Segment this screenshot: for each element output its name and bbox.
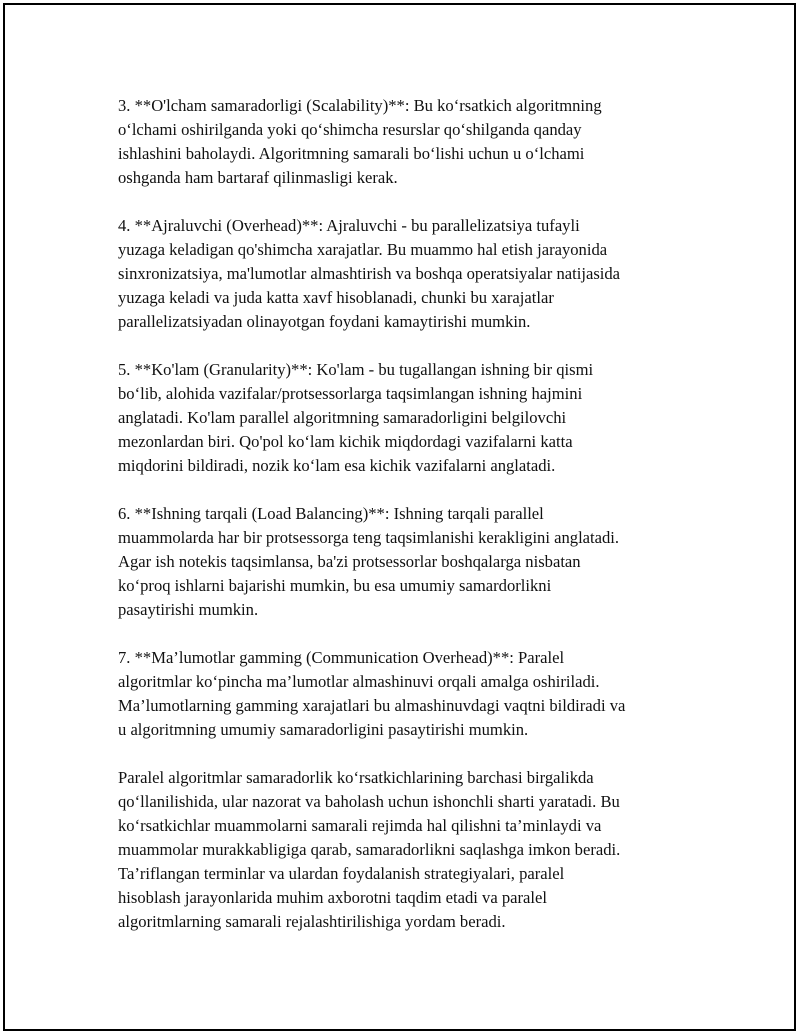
text-line: o‘lchami oshirilganda yoki qo‘shimcha resurslar qo‘shilganda qanday — [118, 120, 582, 139]
text-line: bo‘lib, alohida vazifalar/protsessorlarga taqsimlangan ishning hajmini — [118, 384, 583, 403]
text-line: 3. **O'lcham samaradorligi (Scalability)**: Bu ko‘rsatkich algoritmning — [118, 96, 602, 115]
paragraph-scalability — [118, 94, 698, 190]
text-line: ko‘rsatkichlar muammolarni samarali rejimda hal qilishni ta’minlaydi va — [118, 816, 602, 835]
paragraph-communication-overhead — [118, 646, 698, 742]
text-line: yuzaga keladigan qo'shimcha xarajatlar. Bu muammo hal etish jarayonida — [118, 240, 608, 259]
text-line: u algoritmning umumiy samaradorligini pasaytirishi mumkin. — [118, 720, 529, 739]
text-line: pasaytirishi mumkin. — [118, 600, 259, 619]
paragraph-load-balancing — [118, 502, 698, 622]
text-line: Ta’riflangan terminlar va ulardan foydalanish strategiyalari, paralel — [118, 864, 565, 883]
text-line: 6. **Ishning tarqali (Load Balancing)**: Ishning tarqali parallel — [118, 504, 544, 523]
paragraph-granularity — [118, 358, 698, 478]
text-line: hisoblash jarayonlarida muhim axborotni taqdim etadi va paralel — [118, 888, 548, 907]
text-line: 5. **Ko'lam (Granularity)**: Ko'lam - bu tugallangan ishning bir qismi — [118, 360, 594, 379]
text-line: Paralel algoritmlar samaradorlik ko‘rsatkichlarining barchasi birgalikda — [118, 768, 594, 787]
text-line: parallelizatsiyadan olinayotgan foydani kamaytirishi mumkin. — [118, 312, 531, 331]
text-line: Ma’lumotlarning gamming xarajatlari bu almashinuvdagi vaqtni bildiradi va — [118, 696, 626, 715]
text-line: mezonlardan biri. Qo'pol ko‘lam kichik miqdordagi vazifalarni katta — [118, 432, 573, 451]
paragraph-conclusion — [118, 766, 698, 934]
text-line: 7. **Ma’lumotlar gamming (Communication Overhead)**: Paralel — [118, 648, 565, 667]
text-line: oshganda ham bartaraf qilinmasligi kerak. — [118, 168, 398, 187]
text-line: 4. **Ajraluvchi (Overhead)**: Ajraluvchi - bu parallelizatsiya tufayli — [118, 216, 580, 235]
document-body — [118, 94, 698, 958]
text-line: ko‘proq ishlarni bajarishi mumkin, bu esa umumiy samardorlikni — [118, 576, 552, 595]
text-line: muammolarda har bir protsessorga teng taqsimlanishi kerakligini anglatadi. — [118, 528, 620, 547]
text-line: miqdorini bildiradi, nozik ko‘lam esa kichik vazifalarni anglatadi. — [118, 456, 556, 475]
text-line: sinxronizatsiya, ma'lumotlar almashtirish va boshqa operatsiyalar natijasida — [118, 264, 621, 283]
text-line: Agar ish notekis taqsimlansa, ba'zi protsessorlar boshqalarga nisbatan — [118, 552, 581, 571]
text-line: qo‘llanilishida, ular nazorat va baholash uchun ishonchli sharti yaratadi. Bu — [118, 792, 620, 811]
text-line: algoritmlarning samarali rejalashtirilishiga yordam beradi. — [118, 912, 506, 931]
text-line: muammolar murakkabligiga qarab, samaradorlikni saqlashga imkon beradi. — [118, 840, 621, 859]
text-line: algoritmlar ko‘pincha ma’lumotlar almashinuvi orqali amalga oshiriladi. — [118, 672, 600, 691]
paragraph-overhead — [118, 214, 698, 334]
text-line: ishlashini baholaydi. Algoritmning samarali bo‘lishi uchun u o‘lchami — [118, 144, 585, 163]
text-line: anglatadi. Ko'lam parallel algoritmning samaradorligini belgilovchi — [118, 408, 567, 427]
text-line: yuzaga keladi va juda katta xavf hisoblanadi, chunki bu xarajatlar — [118, 288, 554, 307]
